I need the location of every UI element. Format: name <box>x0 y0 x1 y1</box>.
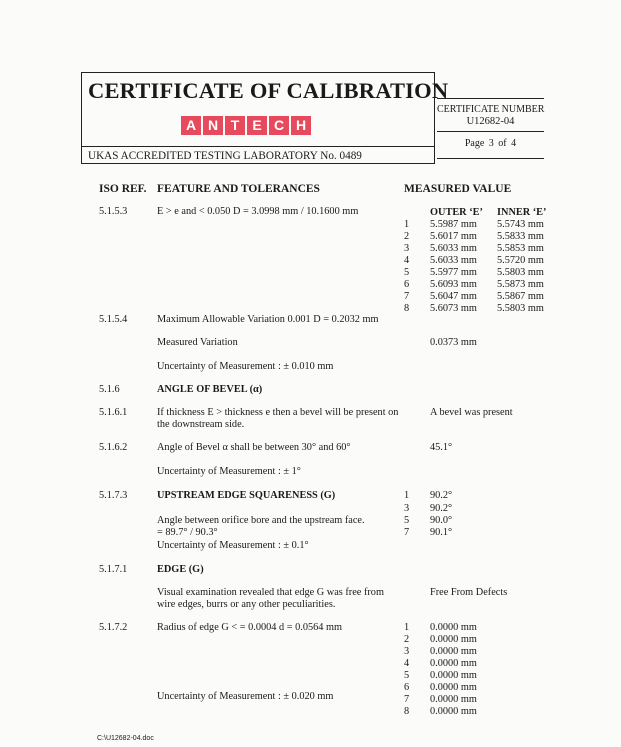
uncertainty-5154: Uncertainty of Measurement : ± 0.010 mm <box>157 361 334 372</box>
outer-e-header: OUTER ‘E’ <box>430 207 483 218</box>
row-num: 6 <box>404 279 410 290</box>
ref-5161: 5.1.6.1 <box>99 407 128 418</box>
measured-variation-value: 0.0373 mm <box>430 337 477 348</box>
row-num: 8 <box>404 303 410 314</box>
radius-value: 0.0000 mm <box>430 682 477 693</box>
ref-516: 5.1.6 <box>99 384 120 395</box>
radius-value: 0.0000 mm <box>430 646 477 657</box>
outer-value: 5.6047 mm <box>430 291 477 302</box>
uncertainty-5162: Uncertainty of Measurement : ± 1° <box>157 466 301 477</box>
row-num: 4 <box>404 658 410 669</box>
cert-number-bottom-rule <box>437 158 544 159</box>
text-5154: Maximum Allowable Variation 0.001 D = 0.2032 mm <box>157 314 379 325</box>
row-num: 1 <box>404 219 410 230</box>
radius-value: 0.0000 mm <box>430 694 477 705</box>
logo-letter: N <box>203 116 223 135</box>
inner-value: 5.5853 mm <box>497 243 544 254</box>
inner-value: 5.5867 mm <box>497 291 544 302</box>
page-number: 3 <box>488 138 494 149</box>
logo-letter: A <box>181 116 201 135</box>
page-label: Page <box>464 138 485 149</box>
row-num: 4 <box>404 255 410 266</box>
squareness-value: 90.1° <box>430 527 453 538</box>
value-5162: 45.1° <box>430 442 453 453</box>
radius-value: 0.0000 mm <box>430 622 477 633</box>
row-num: 7 <box>404 694 410 705</box>
cert-number-mid-rule <box>437 131 544 132</box>
value-5161: A bevel was present <box>430 407 513 418</box>
value-5171: Free From Defects <box>430 587 508 598</box>
radius-value: 0.0000 mm <box>430 670 477 681</box>
row-num: 1 <box>404 490 410 501</box>
outer-value: 5.6073 mm <box>430 303 477 314</box>
logo-letter: E <box>247 116 267 135</box>
of-label: of <box>498 138 507 149</box>
inner-e-header: INNER ‘E’ <box>497 207 547 218</box>
title-edge-g: EDGE (G) <box>157 564 204 575</box>
outer-value: 5.5987 mm <box>430 219 477 230</box>
lab-accreditation: UKAS ACCREDITED TESTING LABORATORY No. 0489 <box>88 150 362 162</box>
header-divider <box>81 146 434 147</box>
row-num: 8 <box>404 706 410 717</box>
col-feature: FEATURE AND TOLERANCES <box>157 183 320 195</box>
row-num: 7 <box>404 291 410 302</box>
outer-value: 5.6093 mm <box>430 279 477 290</box>
outer-value: 5.6033 mm <box>430 243 477 254</box>
logo-letter: C <box>269 116 289 135</box>
row-num: 1 <box>404 622 410 633</box>
logo-letter: H <box>291 116 311 135</box>
squareness-value: 90.0° <box>430 515 453 526</box>
title-angle-of-bevel: ANGLE OF BEVEL (α) <box>157 384 263 395</box>
text-5173-line2: = 89.7° / 90.3° <box>157 527 218 538</box>
cert-number-top-rule <box>437 98 544 99</box>
antech-logo <box>181 116 311 135</box>
text-5153: E > e and < 0.050 D = 3.0998 mm / 10.1600 mm <box>157 206 359 217</box>
ref-5162: 5.1.6.2 <box>99 442 128 453</box>
outer-value: 5.6033 mm <box>430 255 477 266</box>
text-5171-line2: wire edges, burrs or any other peculiarities. <box>157 599 336 610</box>
inner-value: 5.5803 mm <box>497 267 544 278</box>
squareness-value: 90.2° <box>430 490 453 501</box>
text-5171-line1: Visual examination revealed that edge G was free from <box>157 587 384 598</box>
document-filename: C:\U12682-04.doc <box>97 735 154 742</box>
page-indicator <box>437 138 544 149</box>
ref-5173: 5.1.7.3 <box>99 490 128 501</box>
ref-5171: 5.1.7.1 <box>99 564 128 575</box>
row-num: 7 <box>404 527 410 538</box>
text-5161-line2: the downstream side. <box>157 419 245 430</box>
squareness-value: 90.2° <box>430 503 453 514</box>
text-5161-line1: If thickness E > thickness e then a bevel will be present on <box>157 407 399 418</box>
uncertainty-5172: Uncertainty of Measurement : ± 0.020 mm <box>157 691 334 702</box>
certificate-title: CERTIFICATE OF CALIBRATION <box>88 78 449 103</box>
row-num: 3 <box>404 646 410 657</box>
logo-letter: T <box>225 116 245 135</box>
ref-5154: 5.1.5.4 <box>99 314 128 325</box>
inner-value: 5.5720 mm <box>497 255 544 266</box>
uncertainty-5173: Uncertainty of Measurement : ± 0.1° <box>157 540 309 551</box>
row-num: 5 <box>404 267 410 278</box>
radius-value: 0.0000 mm <box>430 658 477 669</box>
title-upstream-edge: UPSTREAM EDGE SQUARENESS (G) <box>157 490 336 501</box>
cert-number-label: CERTIFICATE NUMBER <box>437 104 545 115</box>
measured-variation-label: Measured Variation <box>157 337 238 348</box>
text-5173-line1: Angle between orifice bore and the upstream face. <box>157 515 365 526</box>
row-num: 3 <box>404 243 410 254</box>
text-5172: Radius of edge G < = 0.0004 d = 0.0564 mm <box>157 622 343 633</box>
outer-value: 5.6017 mm <box>430 231 477 242</box>
inner-value: 5.5833 mm <box>497 231 544 242</box>
cert-number-value: U12682-04 <box>466 116 515 127</box>
radius-value: 0.0000 mm <box>430 706 477 717</box>
radius-value: 0.0000 mm <box>430 634 477 645</box>
row-num: 3 <box>404 503 410 514</box>
inner-value: 5.5803 mm <box>497 303 544 314</box>
col-measured: MEASURED VALUE <box>404 183 512 195</box>
inner-value: 5.5743 mm <box>497 219 544 230</box>
ref-5172: 5.1.7.2 <box>99 622 128 633</box>
inner-value: 5.5873 mm <box>497 279 544 290</box>
text-5162: Angle of Bevel α shall be between 30° and 60° <box>157 442 351 453</box>
outer-value: 5.5977 mm <box>430 267 477 278</box>
ref-5153: 5.1.5.3 <box>99 206 128 217</box>
row-num: 2 <box>404 634 410 645</box>
row-num: 2 <box>404 231 410 242</box>
row-num: 5 <box>404 670 410 681</box>
row-num: 6 <box>404 682 410 693</box>
col-iso-ref: ISO REF. <box>99 183 147 195</box>
row-num: 5 <box>404 515 410 526</box>
page-total: 4 <box>511 138 517 149</box>
